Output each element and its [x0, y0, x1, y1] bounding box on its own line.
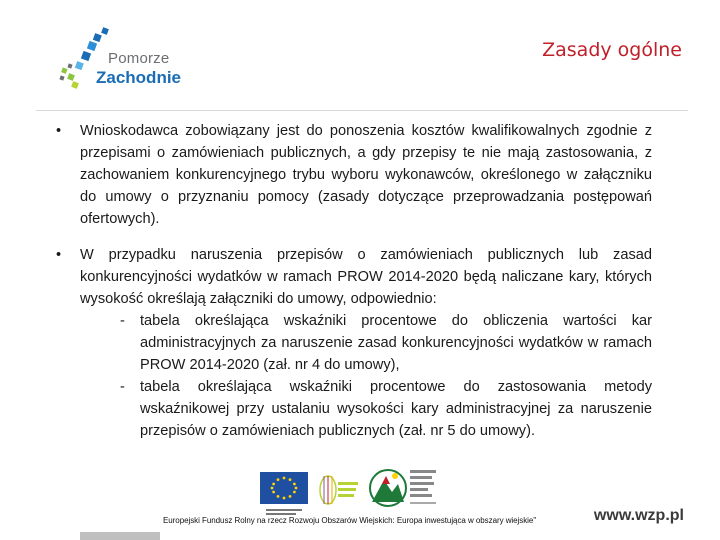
footer-bar	[80, 532, 160, 540]
footer-url: www.wzp.pl	[593, 507, 684, 524]
sub-item	[80, 310, 652, 376]
rural-network-logo-icon	[318, 470, 360, 510]
sub-item-text: tabela określająca wskaźniki procentowe do obliczenia wartości kar administracyjnych za naruszenie zasad konkurencyjności wydatków w ramach PROW 2014-2020 (zał. nr 4 do umowy),	[140, 313, 652, 373]
sub-item-text: tabela określająca wskaźniki procentowe do zastosowania metody wskaźnikowej przy ustalaniu wysokości kary administracyjnej za naruszenie przepisów o zamówieniach publicznych (zał. nr 5 do umowy).	[140, 379, 652, 439]
logo-line-1: Pomorze	[108, 50, 170, 67]
bullet-text: W przypadku naruszenia przepisów o zamówieniach publicznych lub zasad konkurencyjności wydatków w ramach PROW 2014-2020 będą naliczane kary, których wysokość określają załączniki do umowy, odpowiednio:	[80, 247, 652, 307]
logo-line-2: Zachodnie	[96, 68, 182, 87]
eu-caption-icon	[266, 509, 302, 515]
bullet-item	[56, 120, 652, 230]
slide-content	[56, 120, 652, 442]
bullet-marker: •	[56, 247, 62, 263]
eu-flag-icon	[260, 472, 308, 504]
dash-marker: -	[120, 313, 125, 329]
bullet-item	[56, 244, 652, 442]
footer-slogan: Europejski Fundusz Rolny na rzecz Rozwoju Obszarów Wiejskich: Europa inwestująca w obszary wiejskie"	[163, 516, 537, 525]
prow-text-block-icon	[410, 470, 436, 504]
header-divider	[36, 110, 688, 111]
dash-marker: -	[120, 379, 125, 395]
page-title: Zasady ogólne	[542, 39, 682, 61]
sub-item	[80, 376, 652, 442]
footer-logos	[258, 462, 478, 518]
bullet-text: Wnioskodawca zobowiązany jest do ponoszenia kosztów kwalifikowalnych zgodnie z przepisami o zamówieniach publicznych, a gdy przepisy te nie mają zastosowania, z zachowaniem konkurencyjnego trybu wyboru wykonawców, określonego w załączniku do umowy o przyznaniu pomocy (zasady dotyczące przeprowadzania postępowań ofertowych).	[80, 123, 652, 227]
bullet-marker: •	[56, 123, 62, 139]
prow-logo-icon	[370, 470, 406, 506]
